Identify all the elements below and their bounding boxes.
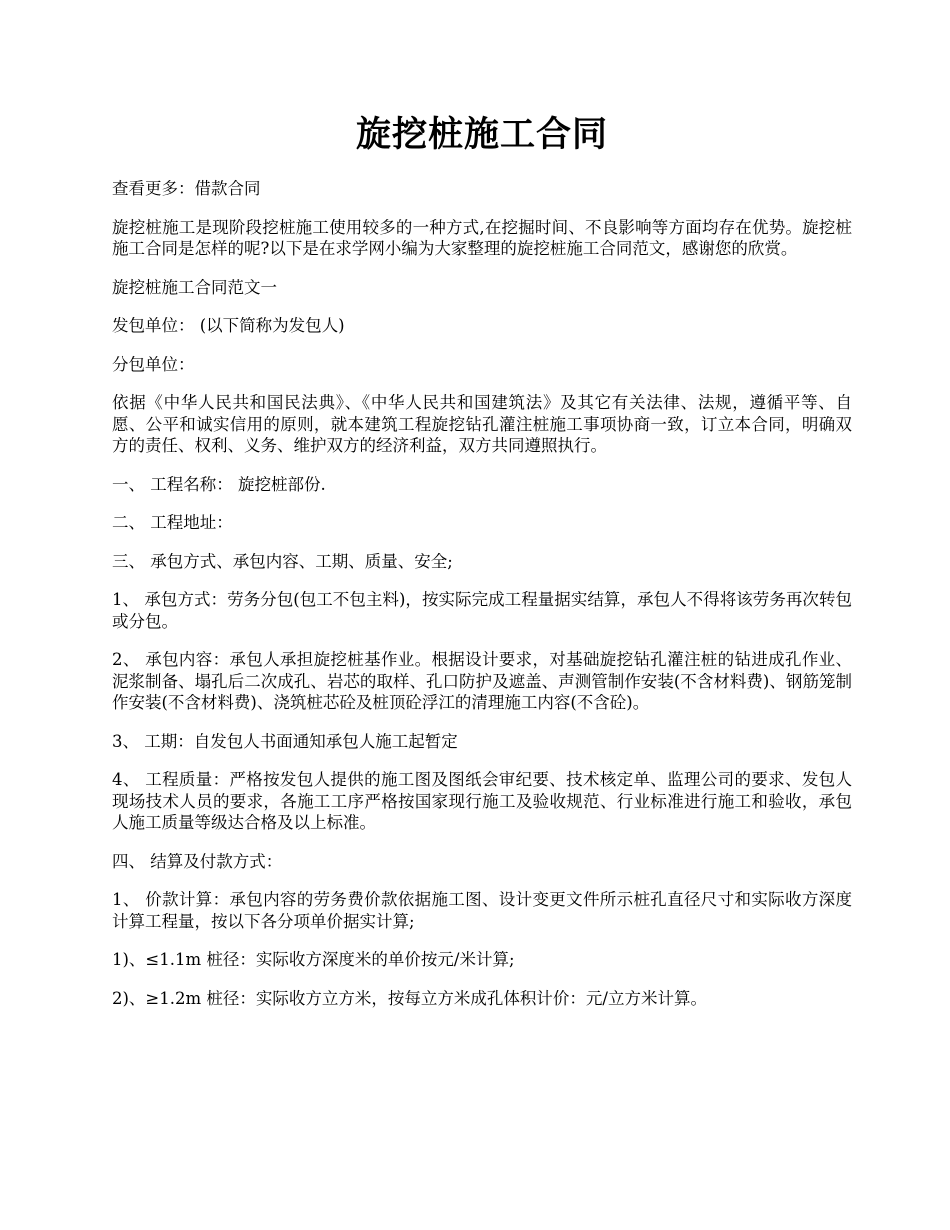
section-heading: 旋挖桩施工合同范文一 (112, 277, 277, 297)
document-page (112, 108, 852, 1026)
clause-settlement: 四、 结算及付款方式： (112, 851, 283, 871)
clause-contract-method: 1、 承包方式：劳务分包(包工不包主料)，按实际完成工程量据实结算，承包人不得将该劳务再次转包或分包。 (112, 590, 852, 631)
legal-basis-paragraph: 依据《中华人民共和国民法典》、《中华人民共和国建筑法》及其它有关法律、法规，遵循平等、自愿、公平和诚实信用的原则，就本建筑工程旋挖钻孔灌注桩施工事项协商一致，订立本合同，明确双方的责任、权利、义务、维护双方的经济利益，双方共同遵照执行。 (112, 393, 852, 455)
clause-price-small-diameter: 1)、≤1.1m 桩径：实际收方深度米的单价按元/米计算; (112, 950, 515, 969)
document-title: 旋挖桩施工合同 (355, 114, 608, 155)
clause-price-large-diameter: 2)、≥1.2m 桩径：实际收方立方米，按每立方米成孔体积计价：元/立方米计算。 (112, 988, 707, 1008)
clause-project-address: 二、 工程地址： (112, 513, 233, 532)
clause-contract-scope: 三、 承包方式、承包内容、工期、质量、安全; (112, 551, 453, 571)
clause-quality: 4、 工程质量：严格按发包人提供的施工图及图纸会审纪要、技术核定单、监理公司的要求、发包人现场技术人员的要求，各施工工序严格按国家现行施工及验收规范、行业标准进行施工和验收，承包人施工质量等级达合格及以上标准。 (112, 770, 852, 832)
see-more-line: 查看更多：借款合同 (112, 179, 261, 198)
clause-price-calculation: 1、 价款计算：承包内容的劳务费价款依据施工图、设计变更文件所示桩孔直径尺寸和实际收方深度计算工程量，按以下各分项单价据实计算; (112, 890, 852, 931)
clause-contract-content: 2、 承包内容：承包人承担旋挖桩基作业。根据设计要求，对基础旋挖钻孔灌注桩的钻进成孔作业、泥浆制备、塌孔后二次成孔、岩芯的取样、孔口防护及遮盖、声测管制作安装(不含材料费)、钢筋笼制作安装(不含材料费)、浇筑桩芯砼及桩顶砼浮江的清理施工内容(不含砼)。 (112, 650, 852, 712)
intro-paragraph: 旋挖桩施工是现阶段挖桩施工使用较多的一种方式,在挖掘时间、不良影响等方面均存在优势。旋挖桩施工合同是怎样的呢?以下是在求学网小编为大家整理的旋挖桩施工合同范文，感谢您的欣赏。 (112, 217, 852, 258)
clause-schedule: 3、 工期：自发包人书面通知承包人施工起暂定 (112, 731, 458, 751)
clause-project-name: 一、 工程名称： 旋挖桩部份. (112, 474, 326, 494)
contractor-line: 发包单位： (以下简称为发包人) (112, 316, 345, 335)
subcontractor-line: 分包单位： (112, 354, 195, 374)
